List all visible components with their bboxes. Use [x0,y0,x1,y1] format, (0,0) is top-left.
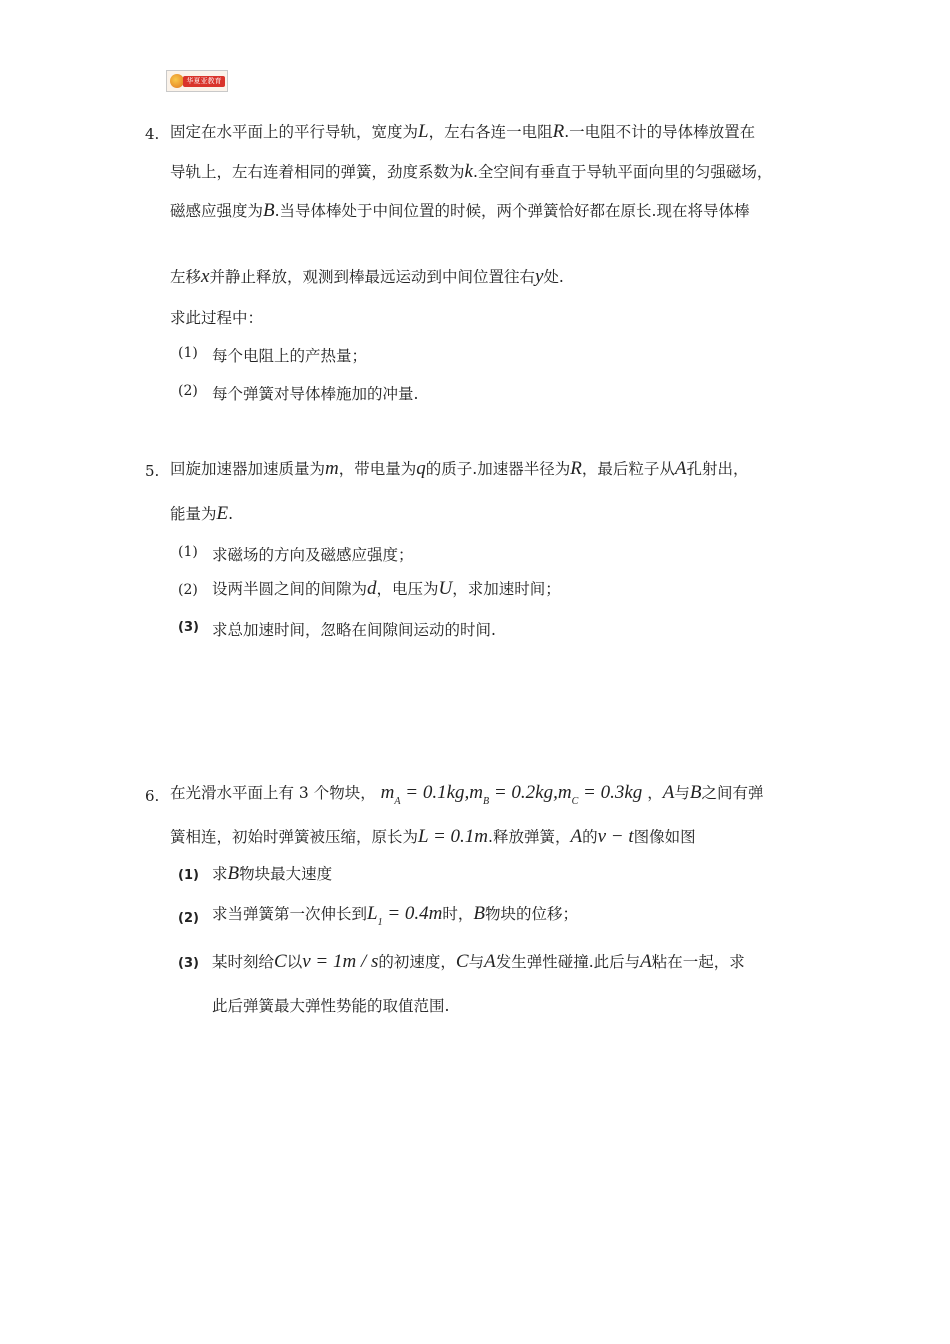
subquestion-number: (1) [178,544,198,560]
subquestion-text: 求总加速时间，忽略在间隙间运动的时间. [212,621,496,639]
question-text-line: 磁感应强度为B.当导体棒处于中间位置的时候，两个弹簧恰好都在原长.现在将导体棒 [170,200,750,221]
question-number: 5. [145,462,160,480]
question-text-line: 固定在水平面上的平行导轨，宽度为L，左右各连一电阻R.一电阻不计的导体棒放置在 [170,121,756,142]
question-text-line: 能量为E. [170,503,234,524]
subquestion-text: 此后弹簧最大弹性势能的取值范围. [212,997,450,1015]
question-number: 6. [145,787,160,805]
subquestion-text: 每个弹簧对导体棒施加的冲量. [212,385,419,403]
question-text-line: 在光滑水平面上有 3 个物块， $m_A = 0.1kg,m_B = 0.2kg,m_C = 0.3kg$ ，A与B之间有弹 [170,782,764,807]
subquestion-number: (2) [178,911,199,926]
question-text-line: 左移x并静止释放，观测到棒最远运动到中间位置往右y处. [170,266,564,287]
logo-text: 华夏亚教育 [186,77,222,85]
subquestion-text: 设两半圆之间的间隙为d，电压为U，求加速时间； [212,578,561,599]
subquestion-number: (2) [178,383,198,399]
subquestion-text: 求磁场的方向及磁感应强度； [212,546,414,564]
subquestion-number: (3) [178,956,199,971]
subquestion-number: (2) [178,582,198,598]
subquestion-number: (1) [178,868,199,883]
question-text-line: 导轨上，左右连着相同的弹簧，劲度系数为k.全空间有垂直于导轨平面向里的匀强磁场， [170,161,773,182]
question-text-line: 簧相连，初始时弹簧被压缩，原长为L = 0.1m.释放弹簧，A的v − t图像如图 [170,826,696,847]
brand-logo [166,70,228,92]
logo-emblem-icon [170,74,184,88]
subquestion-text: 每个电阻上的产热量； [212,347,368,365]
subquestion-text: 某时刻给C以v = 1m / s的初速度，C与A发生弹性碰撞.此后与A粘在一起，求 [212,951,745,972]
question-text-line: 回旋加速器加速质量为m，带电量为q的质子.加速器半径为R，最后粒子从A孔射出， [170,458,749,479]
subquestion-text: 求当弹簧第一次伸长到$L_1 = 0.4m$时，B物块的位移； [212,903,579,928]
question-text-line: 求此过程中： [170,309,264,327]
subquestion-number: (3) [178,620,199,635]
question-number: 4. [145,125,160,143]
subquestion-text: 求B物块最大速度 [212,863,333,884]
subquestion-number: (1) [178,345,198,361]
